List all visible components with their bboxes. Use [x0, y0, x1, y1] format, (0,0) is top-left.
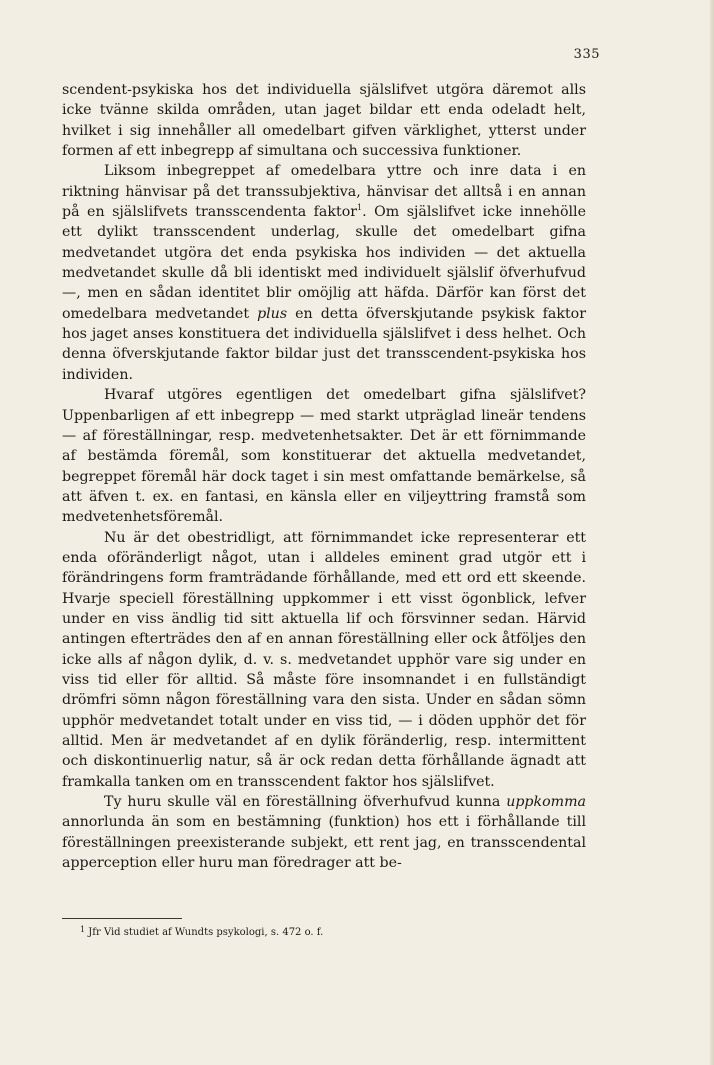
paragraph: [62, 528, 586, 792]
paragraph: [62, 80, 586, 161]
paragraph: [62, 792, 586, 873]
italic-term: uppkomma: [506, 794, 586, 811]
text-segment: scendent-psykiska hos det individuella själslifvet utgöra däremot alls icke tvänne skilda områden, utan jaget bildar ett enda odeladt helt, hvilket i sig innehåller all omedelbart gifven värklighet, ytterst under formen af ett inbegrepp af simultana och successiva funktioner.: [62, 82, 586, 160]
footnote-reference: 1: [357, 203, 363, 213]
footnote-marker: 1: [80, 925, 86, 934]
paragraph: [62, 385, 586, 527]
page-number: 335: [573, 47, 600, 62]
page-edge: [710, 0, 714, 1065]
footnote-text: Jfr Vid studiet af Wundts psykologi, s. 472 o. f.: [85, 927, 324, 938]
text-segment: Ty huru skulle väl en föreställning öfverhufvud kunna: [104, 794, 507, 811]
text-segment: en detta öfverskjutande psykisk faktor hos jaget anses konstituera det individuella själslifvet i dess helhet. Och denna öfverskjutande faktor bildar just det transscendent-psykiska hos individen.: [62, 305, 586, 383]
italic-term: plus: [257, 305, 288, 322]
text-segment: Liksom inbegreppet af omedelbara yttre och inre data i en riktning hänvisar på det transsubjektiva, hänvisar det alltså i en annan på en själslifvets transscendenta faktor: [62, 163, 586, 221]
body-text: [62, 80, 586, 873]
paragraph: [62, 161, 586, 385]
text-segment: annorlunda än som en bestämning (funktion) hos ett i förhållande till föreställningen preexisterande subjekt, ett rent jag, en transscendental apperception eller huru man föredrager att be-: [62, 814, 586, 872]
text-segment: . Om själslifvet icke innehölle ett dylikt transscendent underlag, skulle det omedelbart gifna medvetandet utgöra det enda psykiska hos individen — det aktuella medvetandet skulle då bli identiskt med individuelt själslif öfverhufvud —, men en sådan identitet blir omöjlig att häfda. Därför kan först det omedelbara medvetandet: [62, 204, 586, 322]
footnote: [80, 926, 323, 939]
footnote-rule: [62, 918, 182, 919]
text-segment: Nu är det obestridligt, att förnimmandet icke representerar ett enda oföränderligt något, utan i alldeles eminent grad utgör ett i förändringens form framträdande förhållande, med ett ord ett skeende. Hvarje speciell föreställning uppkommer i ett visst ögonblick, lefver under en viss ändlig tid sitt aktuella lif och försvinner sedan. Härvid antingen efterträdes den af en annan föreställning eller ock åtföljes den icke alls af någon dylik, d. v. s. medvetandet upphör vare sig under en viss tid eller för alltid. Så måste före insomnandet i en fullständigt drömfri sömn någon föreställning vara den sista. Under en sådan sömn upphör medvetandet totalt under en viss tid, — i döden upphör det för alltid. Men är medvetandet af en dylik föränderlig, resp. intermittent och diskontinuerlig natur, så är ock redan detta förhållande ägnadt att framkalla tanken om en transscendent faktor hos själslifvet.: [62, 529, 586, 790]
text-segment: Hvaraf utgöres egentligen det omedelbart gifna själslifvet? Uppenbarligen af ett inbegrepp — med starkt utpräglad lineär tendens — af föreställningar, resp. medvetenhetsakter. Det är ett förnimmande af bestämda föremål, som konstituerar det aktuella medvetandet, begreppet föremål här dock taget i sin mest omfattande bemärkelse, så att äfven t. ex. en fantasi, en känsla eller en viljeyttring framstå som medvetenhetsföremål.: [62, 387, 586, 526]
